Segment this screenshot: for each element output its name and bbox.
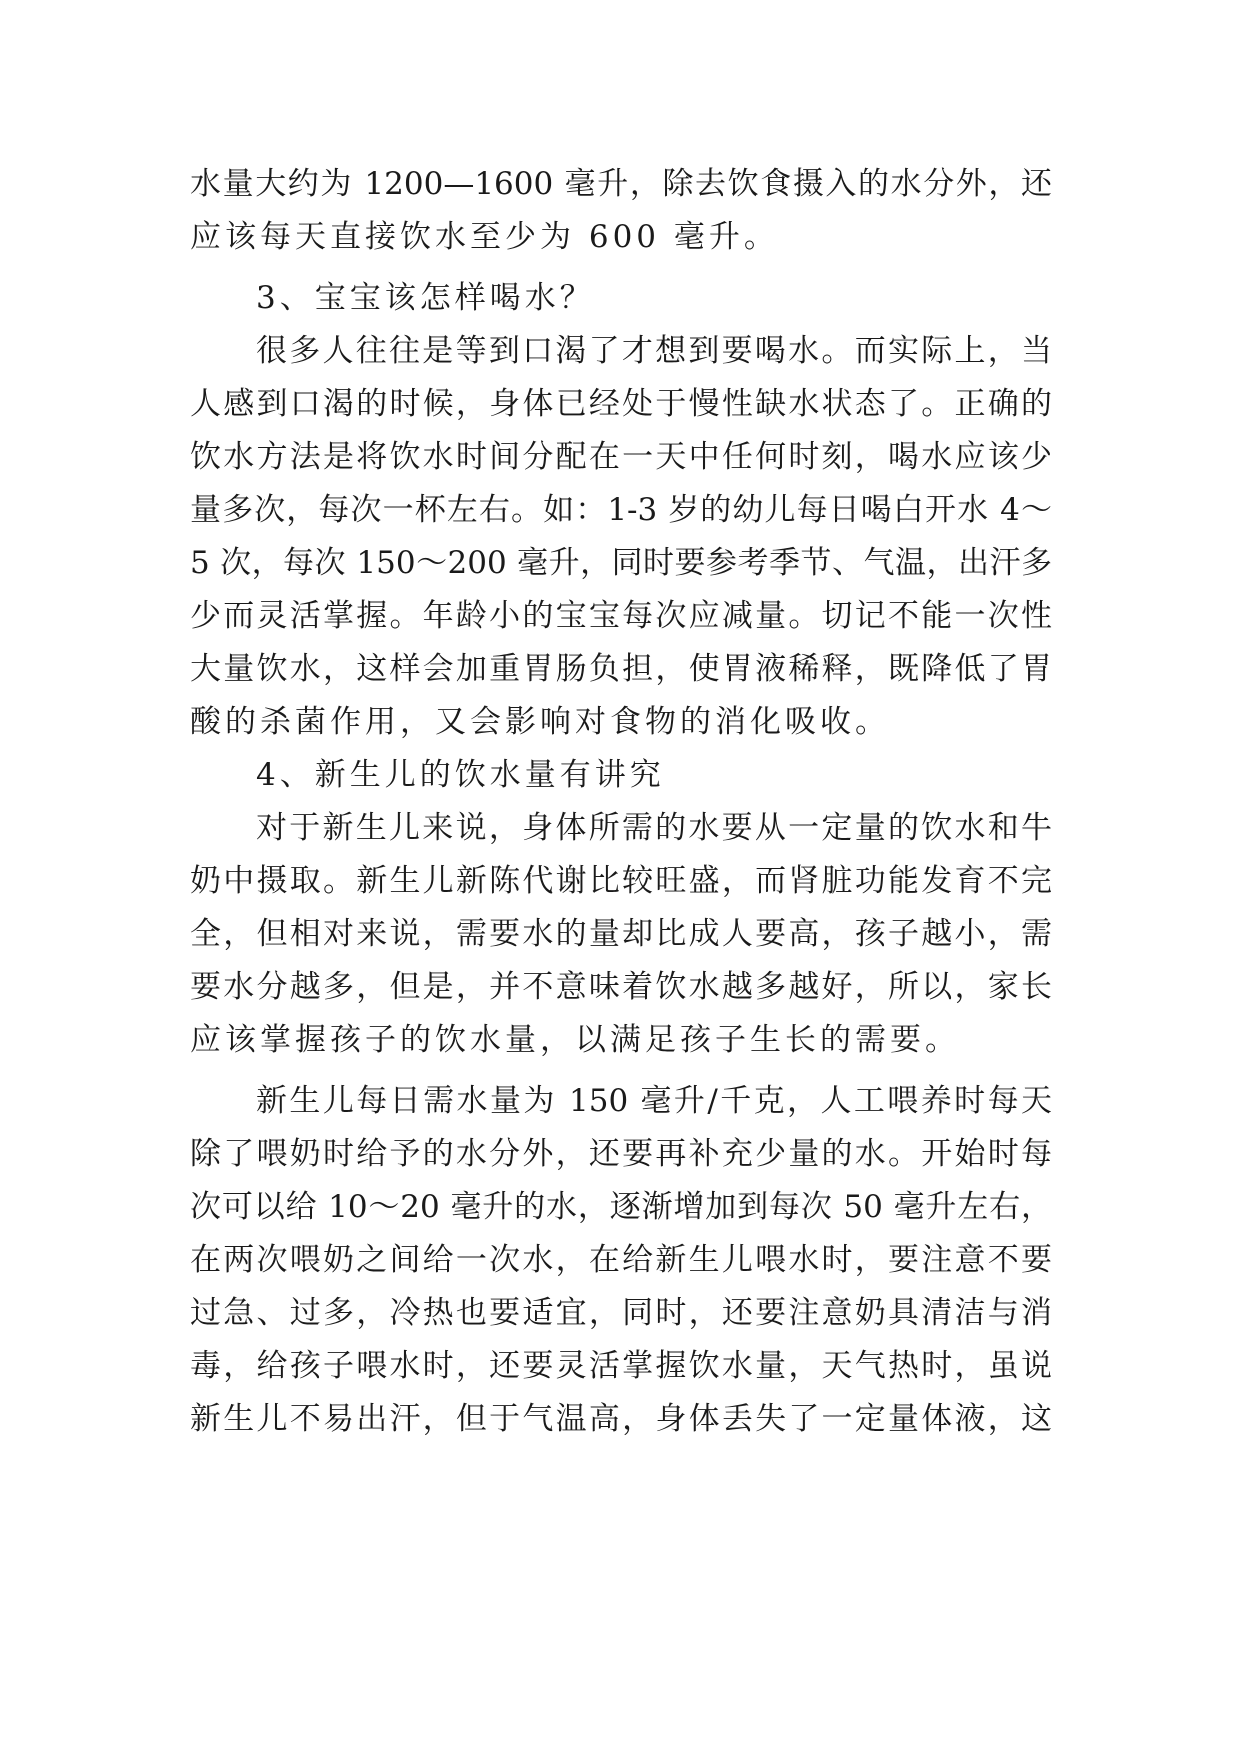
text-line: 要水分越多，但是，并不意味着饮水越多越好，所以，家长	[190, 969, 1052, 1005]
text-line: 新生儿每日需水量为 150 毫升/千克，人工喂养时每天	[256, 1083, 1052, 1119]
text-line: 在两次喂奶之间给一次水，在给新生儿喂水时，要注意不要	[190, 1242, 1052, 1278]
text-line: 酸的杀菌作用，又会影响对食物的消化吸收。	[190, 704, 890, 740]
text-line: 全，但相对来说，需要水的量却比成人要高，孩子越小，需	[190, 916, 1052, 952]
text-line: 除了喂奶时给予的水分外，还要再补充少量的水。开始时每	[190, 1136, 1052, 1172]
text-line: 人感到口渴的时候，身体已经处于慢性缺水状态了。正确的	[190, 386, 1052, 422]
text-line: 对于新生儿来说，身体所需的水要从一定量的饮水和牛	[256, 810, 1052, 846]
text-line: 饮水方法是将饮水时间分配在一天中任何时刻，喝水应该少	[190, 439, 1052, 475]
section-heading: 3、宝宝该怎样喝水？	[256, 280, 595, 316]
document-body	[190, 158, 1052, 1446]
text-line: 毒，给孩子喂水时，还要灵活掌握饮水量，天气热时，虽说	[190, 1348, 1052, 1384]
text-line: 量多次，每次一杯左右。如：1-3 岁的幼儿每日喝白开水 4～	[190, 492, 1052, 528]
section-heading: 4、新生儿的饮水量有讲究	[256, 757, 665, 793]
text-line: 过急、过多，冷热也要适宜，同时，还要注意奶具清洁与消	[190, 1295, 1052, 1331]
text-line: 新生儿不易出汗，但于气温高，身体丢失了一定量体液，这	[190, 1401, 1052, 1437]
text-line: 奶中摄取。新生儿新陈代谢比较旺盛，而肾脏功能发育不完	[190, 863, 1052, 899]
text-line: 很多人往往是等到口渴了才想到要喝水。而实际上，当	[256, 333, 1052, 369]
text-line: 次可以给 10～20 毫升的水，逐渐增加到每次 50 毫升左右，	[190, 1189, 1052, 1225]
text-line: 应该每天直接饮水至少为 600 毫升。	[190, 219, 779, 255]
text-line: 大量饮水，这样会加重胃肠负担，使胃液稀释，既降低了胃	[190, 651, 1052, 687]
text-line: 水量大约为 1200—1600 毫升，除去饮食摄入的水分外，还	[190, 166, 1052, 202]
text-line: 少而灵活掌握。年龄小的宝宝每次应减量。切记不能一次性	[190, 598, 1052, 634]
text-line: 应该掌握孩子的饮水量，以满足孩子生长的需要。	[190, 1022, 960, 1058]
text-line: 5 次，每次 150～200 毫升，同时要参考季节、气温，出汗多	[190, 545, 1052, 581]
